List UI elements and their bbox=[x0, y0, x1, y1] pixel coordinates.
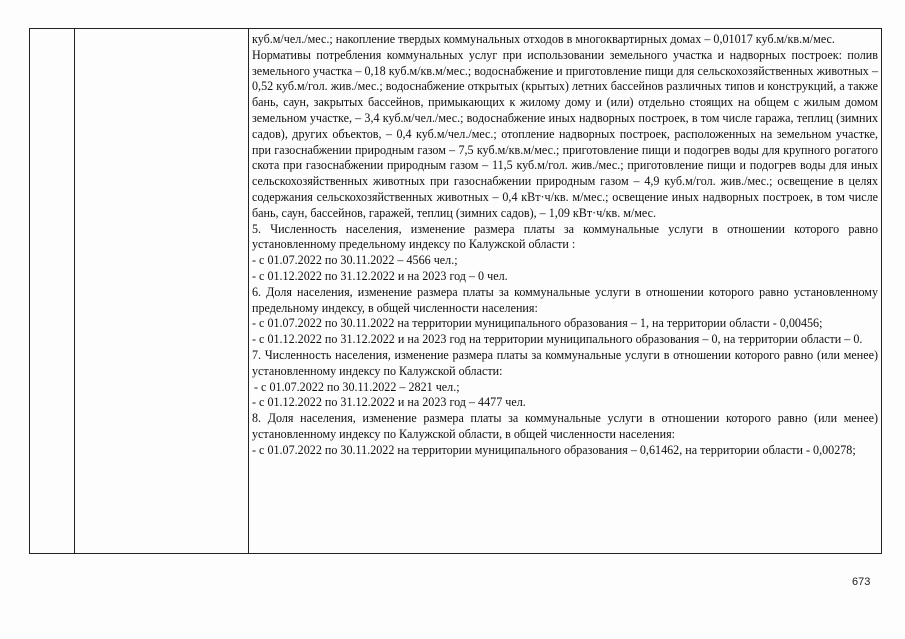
paragraph-land-norms: Нормативы потребления коммунальных услуг при использовании земельного участка и надворных построек: полив земельного участка – 0,18 куб.м/кв.м/мес.; водоснабжение и приготовление пищи для сельскохозяйственных животных – 0,52 куб.м/гол. жив./мес.; водоснабжение открытых (крытых) летних бассейнов различных типов и конструкций, а также бань, саун, закрытых бассейнов, примыкающих к жилому дому и (или) отдельно стоящих на общем с жилым домом земельном участке, – 3,4 куб.м/чел./мес.; водоснабжение иных надворных построек, в том числе гаража, теплиц (зимних садов), других объектов, – 0,4 куб.м/чел./мес.; отопление надворных построек, расположенных на земельном участке, при газоснабжении природным газом – 7,5 куб.м/кв.м/мес.; приготовление пищи и подогрев воды для крупного рогатого скота при газоснабжении природным газом – 11,5 куб.м/гол. жив./мес.; приготовление пищи и подогрев воды для иных сельскохозяйственных животных при газоснабжении природным газом – 4,9 куб.м/гол. жив./мес.; освещение в целях содержания сельскохозяйственных животных – 0,4 кВт·ч/кв. м/мес.; освещение иных надворных построек, в том числе бань, саун, бассейнов, гаражей, теплиц (зимних садов), – 1,09 кВт·ч/кв. м/мес. bbox=[252, 47, 878, 220]
paragraph-item-8-period-1: - с 01.07.2022 по 30.11.2022 на территории муниципального образования – 0,61462, на территории области - 0,00278; bbox=[252, 442, 856, 457]
paragraph-item-6-period-2: - с 01.12.2022 по 31.12.2022 и на 2023 год на территории муниципального образования – 0, на территории области – 0. bbox=[252, 332, 863, 347]
column-divider-2 bbox=[248, 29, 249, 553]
paragraph-item-8: 8. Доля населения, изменение размера платы за коммунальные услуги в отношении которого равно (или менее) установленному индексу по Калужской области, в общей численности населения: bbox=[252, 411, 878, 441]
paragraph-item-7: 7. Численность населения, изменение размера платы за коммунальные услуги в отношении которого равно (или менее) установленному индексу по Калужской области: bbox=[252, 347, 878, 378]
paragraph-item-7-period-1: - с 01.07.2022 по 30.11.2022 – 2821 чел.; bbox=[254, 379, 460, 394]
page-number: 673 bbox=[852, 576, 871, 588]
table-frame bbox=[29, 28, 882, 554]
paragraph-item-6-period-1: - с 01.07.2022 по 30.11.2022 на территории муниципального образования – 1, на территории области - 0,00456; bbox=[252, 316, 823, 331]
paragraph-item-7-period-2: - с 01.12.2022 по 31.12.2022 и на 2023 год – 4477 чел. bbox=[252, 395, 526, 410]
paragraph-item-5-period-2: - с 01.12.2022 по 31.12.2022 и на 2023 год – 0 чел. bbox=[252, 268, 508, 283]
column-divider-1 bbox=[74, 29, 75, 553]
paragraph-item-5-period-1: - с 01.07.2022 по 30.11.2022 – 4566 чел.; bbox=[252, 253, 458, 268]
paragraph-item-5: 5. Численность населения, изменение размера платы за коммунальные услуги в отношении которого равно установленному предельному индексу по Калужской области : bbox=[252, 221, 878, 252]
paragraph-item-6: 6. Доля населения, изменение размера платы за коммунальные услуги в отношении которого равно установленному предельному индексу, в общей численности населения: bbox=[252, 284, 878, 315]
paragraph-consumption-cont: куб.м/чел./мес.; накопление твердых коммунальных отходов в многоквартирных домах – 0,01017 куб.м/кв.м/мес. bbox=[252, 32, 835, 46]
table-cell-text bbox=[252, 32, 878, 459]
